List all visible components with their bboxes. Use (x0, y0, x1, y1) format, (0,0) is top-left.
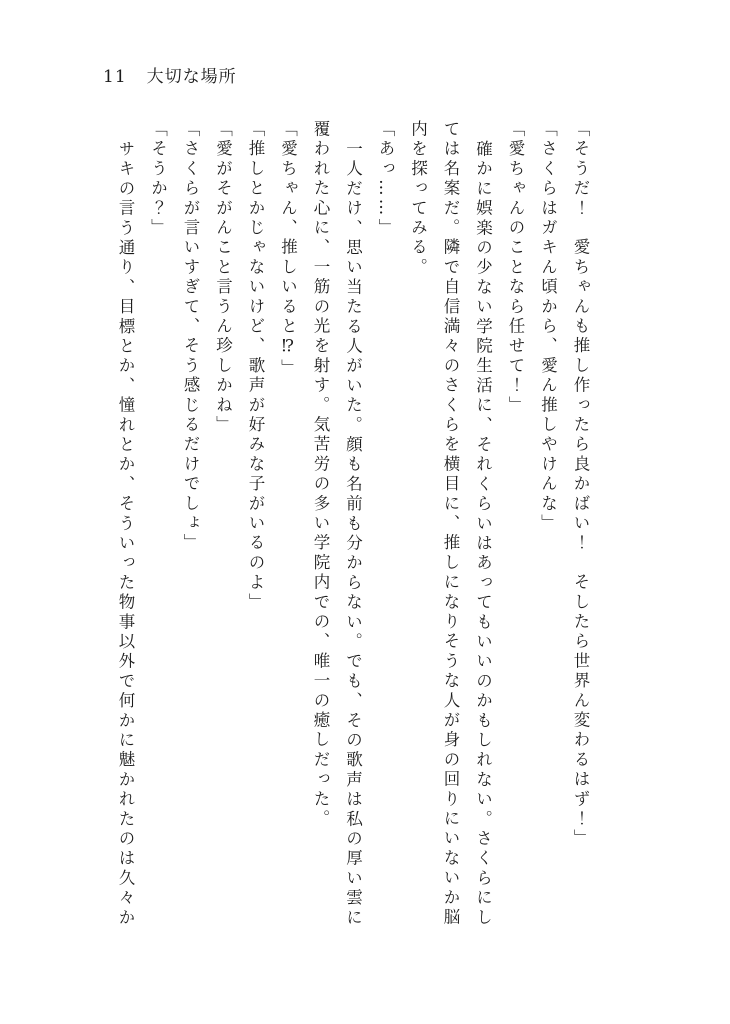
paragraph: サキの言う通り、目標とか、憧れとか、そういった物事以外で何かに魅かれたのは久々か (116, 140, 135, 928)
page-number: 11 (103, 67, 127, 87)
paragraph: 「さくらが言いすぎて、そう感じるだけでしょ」 (181, 120, 200, 554)
paragraph: 「愛ちゃん、推しいると⁉」 (278, 120, 298, 379)
paragraph: 「あっ……」 (376, 120, 395, 239)
paragraph: 一人だけ、思い当たる人がいた。顔も名前も分からない。でも、その歌声は私の厚い雲に覆われた心に、一筋の光を射す。気苦労の多い学院内での、唯一の癒しだった。 (311, 120, 363, 929)
paragraph: 「推しとかじゃないけど、歌声が好みな子がいるのよ」 (246, 120, 265, 613)
paragraph: 「そうだ！ 愛ちゃんも推し作ったら良かばい！ そしたら世界ん変わるはず！」 (571, 120, 590, 849)
paragraph: 「さくらはガキん頃から、愛ん推しやけんな」 (538, 120, 558, 534)
novel-text-body (109, 120, 597, 938)
running-header (103, 62, 237, 87)
paragraph: 「愛がそがんこと言うん珍しかね」 (213, 120, 233, 436)
paragraph: 「そうか？」 (148, 120, 168, 239)
paragraph: 「愛ちゃんのことなら任せて！」 (506, 120, 525, 416)
chapter-title: 大切な場所 (146, 67, 237, 87)
paragraph: 確かに娯楽の少ない学院生活に、それくらいはあってもいいのかもしれない。さくらにしては名案だ。隣で自信満々のさくらを横目に、推しになりそうな人が身の回りにいないか脳内を探ってみる。 (408, 120, 493, 928)
